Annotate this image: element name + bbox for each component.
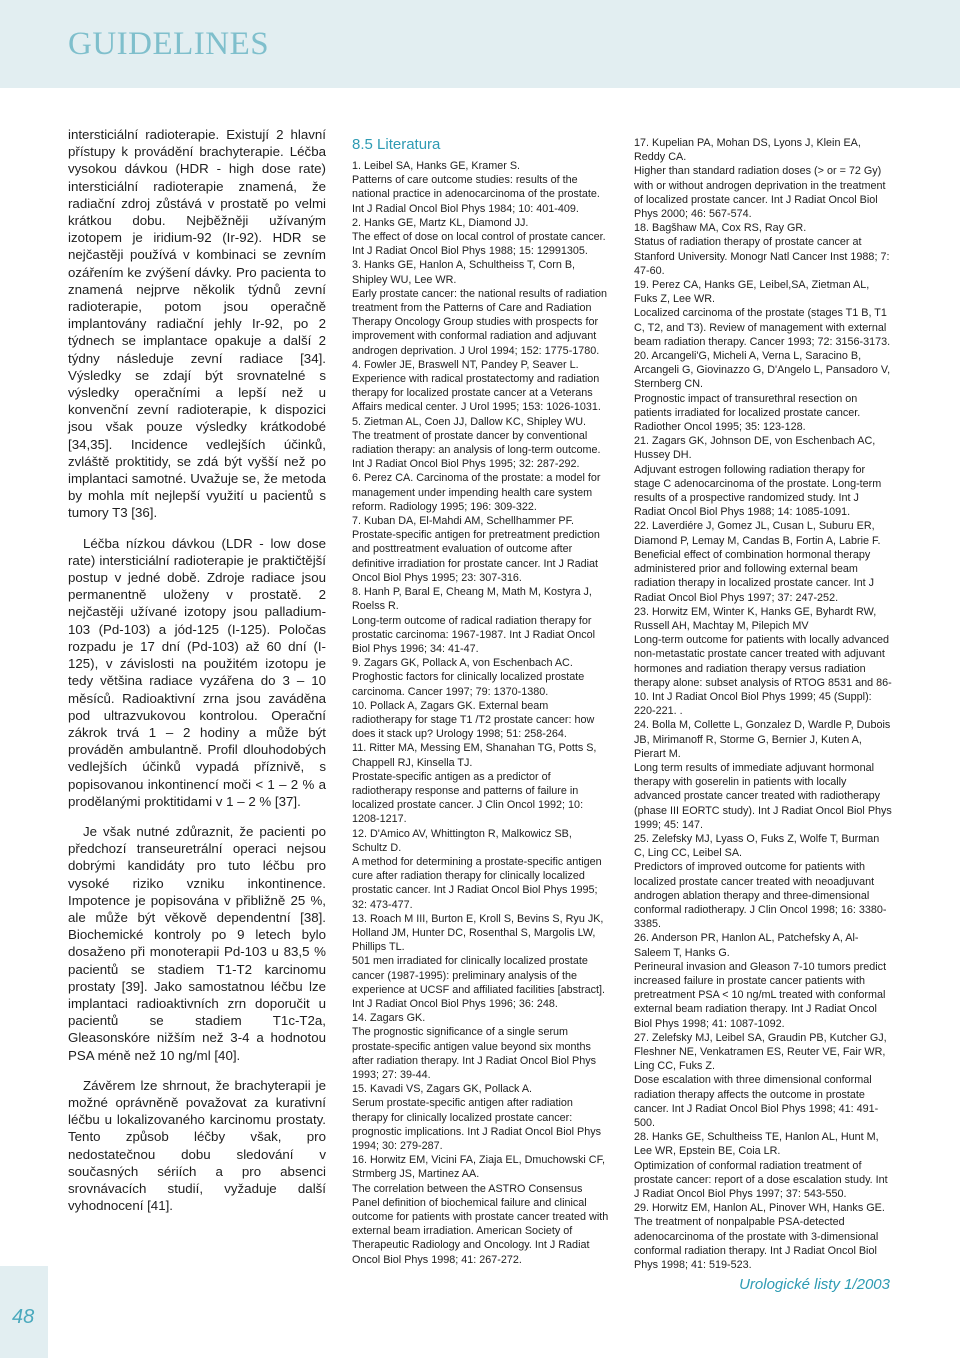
reference-text: Higher than standard radiation doses (> or = 72 Gy) with or without androgen deprivation in the treatment of localized prostate cancer. Int J Radiat Oncol Biol Phys 2000; 46: 567-574. <box>634 165 886 221</box>
references-column-left <box>352 136 610 1267</box>
reference-authors: 12. D'Amico AV, Whittington R, Malkowicz SB, Schultz D. <box>352 827 572 854</box>
reference-item <box>352 656 610 699</box>
reference-text: Dose escalation with three dimensional conformal radiation therapy affects the outcome in prostate cancer. Int J Radiat Oncol Biol Phys 1998; 41: 491-500. <box>634 1074 879 1130</box>
reference-text: Beneficial effect of combination hormonal therapy administered prior and following external beam radiation therapy in localized prostate cancer. Int J Radiat Oncol Biol Phys 1997; 37: 247-252. <box>634 548 875 604</box>
reference-authors: 7. Kuban DA, El-Mahdi AM, Schellhammer PF. <box>352 515 575 528</box>
journal-name: Urologické listy 1/2003 <box>739 1276 890 1293</box>
reference-authors: 16. Horwitz EM, Vicini FA, Ziaja EL, Dmuchowski CF, Strmberg JS, Martinez AA. <box>352 1154 605 1181</box>
body-paragraph: intersticiální radioterapie. Existují 2 hlavní přístupy k provádění brachyterapie. Léčba vysokou dávkou (HDR - high dose rate) intersticiální radioterapie znamená, že radiační zdroj zůstává v prostatě po velmi krátkou dobu. Nejběžněji užívaným izotopem je iridium-92 (Ir-92). HDR se nejčastěji používá v kombinaci se zevním ozářením ke zvýšení dávky. Pro pacienta to znamená nejprve několik týdnů zevní radioterapie, potom jsou operačně implantovány radiační jehly Ir-92, po 2 týdnech se implantace opakuje a další 2 týdny následuje zevní radiace [34]. Výsledky se zdají být srovnatelné s výsledky operačními a lepší než u konvenční zevní radioterapie, k dispozici jsou však pouze výsledky krátkodobé [34,35]. Incidence vedlejších účinků, zvláště proktitidy, se zdá být vyšší než po implantaci samotné. Uvažuje se, že metoda by mohla mít nejlepší využití u pacientů s tumory T3 [36]. <box>68 127 326 521</box>
reference-authors: 4. Fowler JE, Braswell NT, Pandey P, Seaver L. <box>352 358 579 371</box>
reference-item <box>352 358 610 415</box>
reference-authors: 2. Hanks GE, Martz KL, Diamond JJ. <box>352 216 529 229</box>
reference-item <box>352 1082 610 1153</box>
reference-item <box>634 718 892 832</box>
reference-item <box>634 1130 892 1201</box>
reference-text: Long-term outcome of radical radiation therapy for prostatic carcinoma: 1967-1987. Int J Radiat Oncol Biol Phys 1996; 34: 41-47. <box>352 614 596 655</box>
section-title: GUIDELINES <box>68 26 270 62</box>
reference-authors: 22. Laverdiére J, Gomez JL, Cusan L, Suburu ER, Diamond P, Lemay M, Candas B, Fortin A, Labrie F. <box>634 520 881 547</box>
reference-item <box>352 514 610 585</box>
reference-authors: 14. Zagars GK. <box>352 1012 426 1025</box>
reference-authors: 3. Hanks GE, Hanlon A, Schultheiss T, Corn B, Shipley WU, Lee WR. <box>352 259 576 286</box>
reference-text: Adjuvant estrogen following radiation therapy for stage C adenocarcinoma of the prostate. Long-term results of a prospective randomized study. Int J Radiat Oncol Biol Phys 1988; 14: 1085-1091. <box>634 463 882 519</box>
reference-item <box>634 136 892 221</box>
reference-authors: 24. Bolla M, Collette L, Gonzalez D, Wardle P, Dubois JB, Mirimanoff R, Storme G, Bernier J, Kuten A, Pierart M. <box>634 719 891 760</box>
reference-text: Prostate-specific antigen for pretreatment prediction and posttreatment evaluation of outcome after definitive irradiation for prostate cancer. Int J Radiat Oncol Biol Phys 1995; 23: 307-316. <box>352 529 600 584</box>
reference-authors: 26. Anderson PR, Hanlon AL, Patchefsky A, Al-Saleem T, Hanks G. <box>634 932 859 959</box>
reference-text: The treatment of nonpalpable PSA-detected adenocarcinoma of the prostate with 3-dimensional conformal radiation therapy. Int J Radiat Oncol Biol Phys 1998; 41: 519-523. <box>634 1216 879 1272</box>
reference-authors: 18. Bagšhaw MA, Cox RS, Ray GR. <box>634 222 807 235</box>
reference-text: The treatment of prostate dancer by conventional radiation therapy: an analysis of long-term outcome. Int J Radiat Oncol Biol Phys 1995; 32: 287-292. <box>352 429 601 471</box>
reference-item <box>352 1153 610 1267</box>
reference-authors: 17. Kupelian PA, Mohan DS, Lyons J, Klein EA, Reddy CA. <box>634 137 861 164</box>
reference-item <box>352 1011 610 1082</box>
reference-item <box>352 827 610 912</box>
reference-authors: 29. Horwitz EM, Hanlon AL, Pinover WH, Hanks GE. <box>634 1202 885 1215</box>
reference-text: The prognostic significance of a single serum prostate-specific antigen value beyond six months after radiation therapy. Int J Radiat Oncol Biol Phys 1993; 27: 39-44. <box>352 1026 597 1081</box>
references-heading: 8.5 Literatura <box>352 136 441 153</box>
reference-item <box>352 471 610 514</box>
reference-authors: 5. Zietman AL, Coen JJ, Dallow KC, Shipley WU. <box>352 415 587 428</box>
reference-text: Long term results of immediate adjuvant hormonal therapy with goserelin in patients with locally advanced prostate cancer treated with radiotherapy (phase III EORTC study). Int J Radiat Oncol Biol Phys 1999; 45: 147. <box>634 761 892 831</box>
reference-authors: 27. Zelefsky MJ, Leibel SA, Graudin PB, Kutcher GJ, Fleshner NE, Venkatramen ES, Reuter VE, Fair WR, Ling CC, Fuks Z. <box>634 1031 887 1073</box>
body-paragraph: Léčba nízkou dávkou (LDR - low dose rate) intersticiální radioterapie je praktičtější postup v jedné době. Zdroje radiace jsou permanentně uloženy v prostatě. 2 nejčastěji užívané izotopy jsou palladium-103 (Pd-103) a jód-125 (I-125). Poločas rozpadu je 17 dní (Pd-103) až 60 dní (I-125), v závislosti na použitém izotopu je tedy většina radiace vyzářena do 3 – 10 měsíců. Radioaktivní zrna jsou zaváděna pod ultrazvukovou kontrolou. Operační zákrok trvá 1 – 2 hodiny a může být prováděn ambulantně. Profil dlouhodobých vedlejších účinků vypadá příznivě, s popisovanou inkontinencí moči < 1 – 2 % a prodělanými proktitidami v 1 – 2 % [37]. <box>68 535 326 809</box>
reference-item <box>634 221 892 278</box>
reference-authors: 28. Hanks GE, Schultheiss TE, Hanlon AL, Hunt M, Lee WR, Epstein BE, Coia LR. <box>634 1131 879 1158</box>
reference-item <box>352 415 610 472</box>
reference-text: Serum prostate-specific antigen after radiation therapy for clinically localized prostate cancer: prognostic implications. Int J Radiat Oncol Biol Phys 1994; 30: 279-287. <box>352 1097 602 1153</box>
reference-authors: 1. Leibel SA, Hanks GE, Kramer S. <box>352 160 521 172</box>
reference-item <box>352 216 610 259</box>
reference-authors: 9. Zagars GK, Pollack A, von Eschenbach AC. <box>352 657 573 670</box>
reference-authors: 19. Perez CA, Hanks GE, Leibel,SA, Zietman AL, Fuks Z, Lee WR. <box>634 279 870 306</box>
page-number: 48 <box>12 1306 35 1328</box>
reference-authors: 8. Hanh P, Baral E, Cheang M, Math M, Kostyra J, Roelss R. <box>352 586 592 613</box>
reference-text: Prostate-specific antigen as a predictor of radiotherapy response and patterns of failure in localized prostate cancer. J Clin Oncol 1992; 10: 1208-1217. <box>352 770 584 826</box>
reference-item <box>352 258 610 357</box>
reference-text: Perineural invasion and Gleason 7-10 tumors predict increased failure in prostate cancer patients with pretreatment PSA < 10 ng/mL treated with conformal external beam radiation therapy. Int J Radiat Oncol Biol Phys 1998; 41: 1087-1092. <box>634 960 887 1030</box>
reference-authors: 10. Pollack A, Zagars GK. External beam radiotherapy for stage T1 /T2 prostate cancer: how does it stack up? Urology 1998; 51: 258-264. <box>352 699 595 741</box>
reference-text: Optimization of conformal radiation treatment of prostate cancer: report of a dose escalation study. Int J Radiat Oncol Biol Phys 1997; 37: 543-550. <box>634 1159 888 1201</box>
body-paragraph: Závěrem lze shrnout, že brachyterapii je možné oprávněně považovat za kurativní léčbu u lokalizovaného karcinomu prostaty. Tento způsob léčby však, pro nedostatečnou dobu sledování v současných sériích a pro absenci srovnávacích studií, vyžaduje další vyhodnocení [41]. <box>68 1077 326 1214</box>
reference-text: Proghostic factors for clinically localized prostate carcinoma. Cancer 1997; 79: 1370-1380. <box>352 671 585 698</box>
reference-text: 501 men irradiated for clinically localized prostate cancer (1987-1995): preliminary analysis of the experience at UCSF and affiliated facilities [abstract]. Int J Radiat Oncol Biol Phys 1996; 36: 248. <box>352 955 606 1010</box>
reference-text: Patterns of care outcome studies: results of the national practice in adenocarcinoma of the prostate. Int J Radial Oncol Biol Phys 1984; 10: 401-409. <box>352 174 600 215</box>
reference-authors: 21. Zagars GK, Johnson DE, von Eschenbach AC, Hussey DH. <box>634 435 876 462</box>
reference-authors: 15. Kavadi VS, Zagars GK, Pollack A. <box>352 1083 533 1096</box>
reference-text: A method for determining a prostate-specific antigen cure after radiation therapy for clinically localized prostatic cancer. Int J Radiat Oncol Biol Phys 1995; 32: 473-477. <box>352 855 602 911</box>
reference-item <box>634 931 892 1030</box>
reference-text: Predictors of improved outcome for patients with localized prostate cancer treated with neoadjuvant androgen ablation therapy and three-dimensional conformal radiotherapy. J Clin Oncol 1998; 16: 3380-3385. <box>634 861 887 931</box>
reference-text: The correlation between the ASTRO Consensus Panel definition of biochemical failure and clinical outcome for patients with prostate cancer treated with external beam irradiation. American Society of Therapeutic Radiology and Oncology. Int J Radiat Oncol Biol Phys 1998; 41: 267-272. <box>352 1182 609 1266</box>
reference-item <box>352 741 610 826</box>
reference-text: Experience with radical prostatectomy and radiation therapy for localized prostate cancer at a Veterans Affairs medical center. J Urol 1995; 153: 1026-1031. <box>352 373 601 414</box>
reference-item <box>634 605 892 719</box>
body-paragraph: Je však nutné zdůraznit, že pacienti po předchozí transeuretrální operaci nejsou dobrými kandidáty pro tuto léčbu pro vysoké riziko vzniku inkontinence. Impotence je popisována v přibližně 25 %, ale může být věkově dependentní [38]. Biochemické kontroly po 9 letech bylo dosaženo při monoterapii Pd-103 u 83,5 % pacientů se stadiem T1-T2 karcinomu prostaty [39]. Jako samostatnou léčbu lze implantaci radioaktivních zrn doporučit u pacientů se stadiem T1c-T2a, Gleasonskóre nižším než 3-4 a hodnotou PSA méně než 10 ng/ml [40]. <box>68 823 326 1063</box>
reference-item <box>352 159 610 216</box>
header-bar <box>0 0 960 88</box>
body-text-column <box>68 126 326 1227</box>
reference-item <box>634 349 892 434</box>
reference-authors: 13. Roach M III, Burton E, Kroll S, Bevins S, Ryu JK, Holland JM, Hunter DC, Rosenthal S, Margolis LW, Phillips TL. <box>352 912 604 954</box>
reference-item <box>634 519 892 604</box>
reference-item <box>634 278 892 349</box>
reference-authors: 11. Ritter MA, Messing EM, Shanahan TG, Potts S, Chappell RJ, Kinsella TJ. <box>352 742 597 769</box>
reference-text: Localized carcinoma of the prostate (stages T1 B, T1 C, T2, and T3). Review of management with external beam radiation therapy. Cancer 1993; 72: 3156-3173. <box>634 307 891 348</box>
reference-item <box>352 585 610 656</box>
reference-authors: 23. Horwitz EM, Winter K, Hanks GE, Byhardt RW, Russell AH, Machtay M, Pilepich MV <box>634 605 877 632</box>
reference-item <box>634 1201 892 1272</box>
reference-text: Status of radiation therapy of prostate cancer at Stanford University. Monogr Natl Cancer Inst 1988; 7: 47-60. <box>634 236 890 277</box>
reference-text: The effect of dose on local control of prostate cancer. Int J Radiat Oncol Biol Phys 1988; 15: 12991305. <box>352 231 606 258</box>
reference-authors: 25. Zelefsky MJ, Lyass O, Fuks Z, Wolfe T, Burman C, Ling CC, Leibel SA. <box>634 832 880 860</box>
reference-item <box>634 832 892 931</box>
reference-text: Prognostic impact of transurethral resection on patients irradiated for localized prostate cancer. Radiother Oncol 1995; 35: 123-128. <box>634 392 861 434</box>
reference-text: Early prostate cancer: the national results of radiation treatment from the Patterns of Care and Radiation Therapy Oncology Group studies with prospects for improvement with conformal radiation and adjuvant androgen deprivation. J Urol 1994; 152: 1775-1780. <box>352 287 608 357</box>
reference-item <box>352 912 610 1011</box>
references-column-right <box>634 136 892 1272</box>
reference-authors: 20. Arcangeli'G, Micheli A, Verna L, Saracino B, Arcangeli G, Giovinazzo G, D'Angelo L, Pansadoro V, Sternberg CN. <box>634 350 891 391</box>
reference-authors: 6. Perez CA. Carcinoma of the prostate: a model for management under impending health care system reform. Radiology 1995; 196: 309-322. <box>352 472 601 513</box>
reference-item <box>634 1031 892 1130</box>
reference-item <box>352 699 610 742</box>
reference-item <box>634 434 892 519</box>
reference-text: Long-term outcome for patients with locally advanced non-metastatic prostate cancer treated with adjuvant hormones and radiation therapy versus radiation therapy alone: subset analysis of RTOG 8531 and 86-10. Int J Radiat Oncol Biol Phys 1999; 45 (Suppl): 220-221. . <box>634 634 892 718</box>
